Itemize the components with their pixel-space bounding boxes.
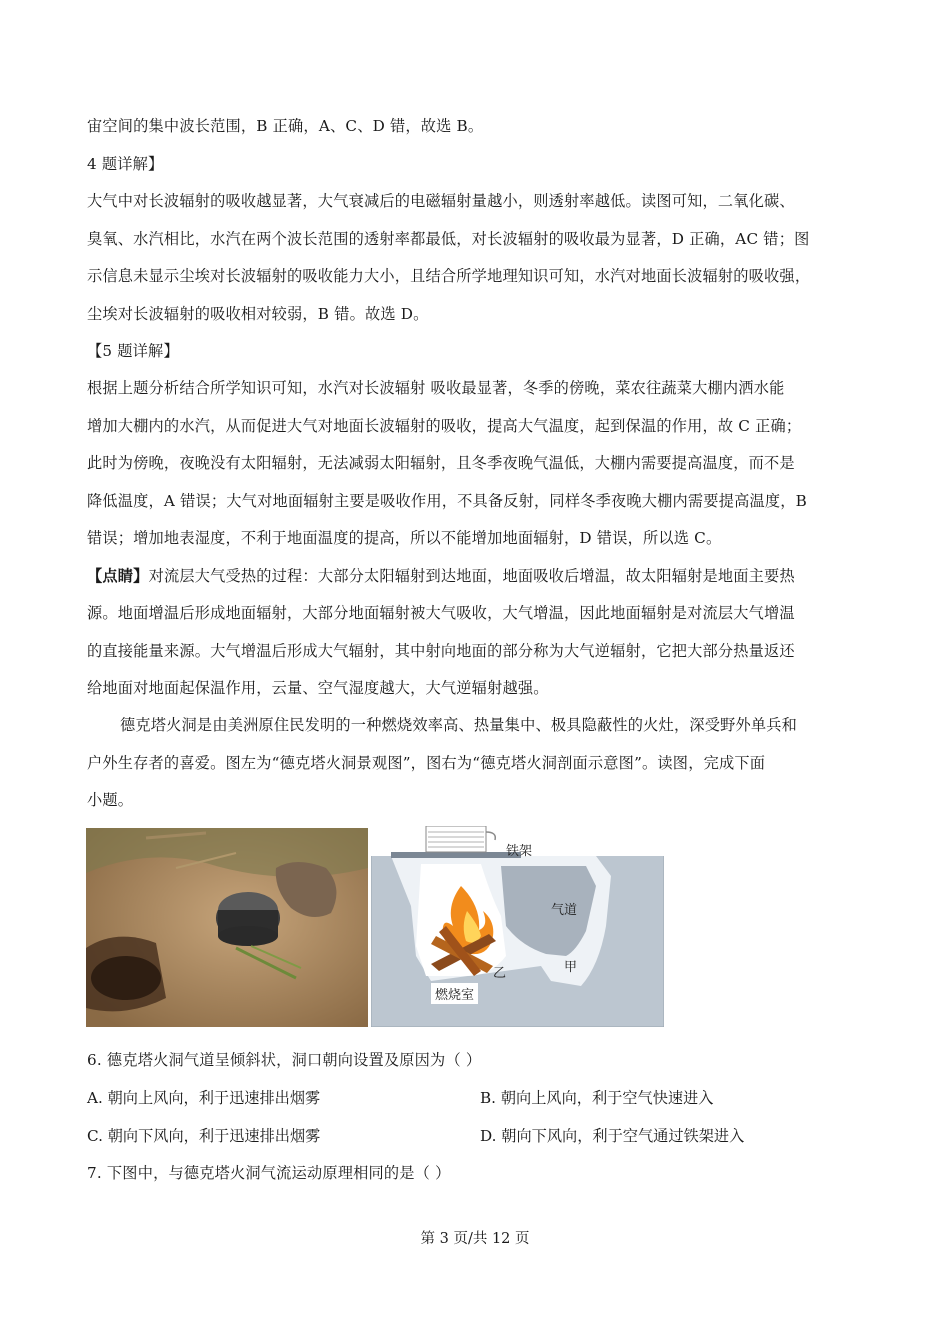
line-9: 增加大棚内的水汽，从而促进大气对地面长波辐射的吸收，提高大气温度，起到保温的作用，故 C 正确； xyxy=(87,417,802,435)
line-18: 户外生存者的喜爱。图左为“德克塔火洞景观图”，图右为“德克塔火洞剖面示意图”。读图，完成下面 xyxy=(87,754,766,772)
line-3: 大气中对长波辐射的吸收越显著，大气衰减后的电磁辐射量越小，则透射率越低。读图可知，二氧化碳、 xyxy=(87,192,795,210)
line-14: 源。地面增温后形成地面辐射，大部分地面辐射被大气吸收，大气增温，因此地面辐射是对流层大气增温 xyxy=(87,604,795,622)
q6-option-a[interactable]: A. 朝向上风向，利于迅速排出烟雾 xyxy=(87,1089,321,1107)
tip-text: 对流层大气受热的过程：大部分太阳辐射到达地面，地面吸收后增温，故太阳辐射是地面主要热 xyxy=(148,567,795,585)
line-12: 错误；增加地表湿度，不利于地面温度的提高，所以不能增加地面辐射，D 错误，所以选 C。 xyxy=(87,529,722,547)
page-footer: 第 3 页/共 12 页 xyxy=(420,1231,530,1247)
question-6-stem: 6. 德克塔火洞气道呈倾斜状，洞口朝向设置及原因为（ ） xyxy=(87,1051,482,1069)
q6-option-d[interactable]: D. 朝向下风向，利于空气通过铁架进入 xyxy=(480,1127,745,1145)
photo-illustration xyxy=(86,828,368,1027)
line-11: 降低温度，A 错误；大气对地面辐射主要是吸收作用，不具备反射，同样冬季夜晚大棚内需要提高温度，B xyxy=(87,492,807,510)
line-5: 示信息未显示尘埃对长波辐射的吸收能力大小，且结合所学地理知识可知，水汽对地面长波辐射的吸收强， xyxy=(87,267,811,285)
question-7-stem: 7. 下图中，与德克塔火洞气流运动原理相同的是（ ） xyxy=(87,1164,451,1182)
line-6: 尘埃对长波辐射的吸收相对较弱，B 错。故选 D。 xyxy=(87,305,429,323)
label-rack: 铁架 xyxy=(506,844,533,859)
line-8: 根据上题分析结合所学知识可知，水汽对长波辐射 吸收最显著，冬季的傍晚，菜农往蔬菜大棚内洒水能 xyxy=(87,379,785,397)
label-airway: 气道 xyxy=(551,903,578,918)
tip-label: 【点睛】 xyxy=(87,567,149,585)
q6-option-c[interactable]: C. 朝向下风向，利于迅速排出烟雾 xyxy=(87,1127,321,1145)
fire-hole-cross-section xyxy=(371,826,664,1027)
label-combustion-chamber: 燃烧室 xyxy=(431,983,478,1004)
heading-q4-detail: 4 题详解】 xyxy=(87,155,164,173)
line-10: 此时为傍晚，夜晚没有太阳辐射，无法减弱太阳辐射，且冬季夜晚气温低，大棚内需要提高温度，而不是 xyxy=(87,454,795,472)
label-yi: 乙 xyxy=(493,966,507,981)
line-4: 臭氧、水汽相比，水汽在两个波长范围的透射率都最低，对长波辐射的吸收最为显著，D 正确，AC 错；图 xyxy=(87,230,810,248)
line-1: 宙空间的集中波长范围，B 正确，A、C、D 错，故选 B。 xyxy=(87,117,484,135)
q6-option-b[interactable]: B. 朝向上风向，利于空气快速进入 xyxy=(480,1089,714,1107)
heading-q5-detail: 【5 题详解】 xyxy=(87,342,179,360)
line-19: 小题。 xyxy=(87,791,134,809)
line-16: 给地面对地面起保温作用，云量、空气湿度越大，大气逆辐射越强。 xyxy=(87,679,549,697)
line-17: 德克塔火洞是由美洲原住民发明的一种燃烧效率高、热量集中、极具隐蔽性的火灶，深受野外单兵和 xyxy=(120,716,798,734)
line-15: 的直接能量来源。大气增温后形成大气辐射，其中射向地面的部分称为大气逆辐射，它把大部分热量返还 xyxy=(87,642,795,660)
dakota-fire-hole-photo xyxy=(86,828,368,1027)
label-jia: 甲 xyxy=(564,960,578,975)
line-13 xyxy=(87,565,795,586)
